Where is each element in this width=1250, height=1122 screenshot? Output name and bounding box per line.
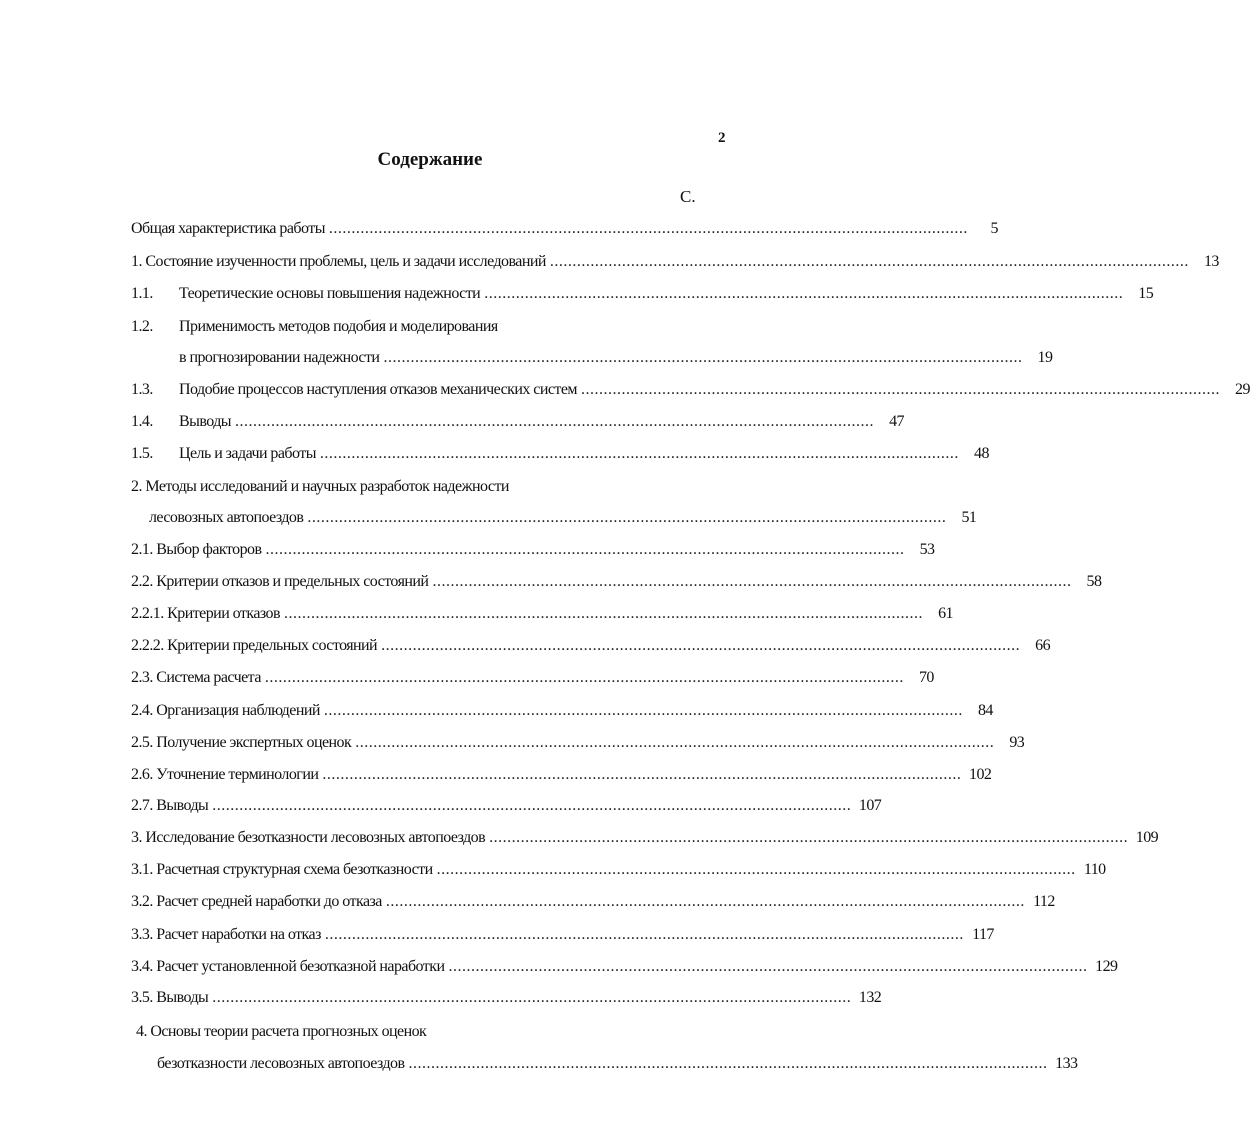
toc-entry	[131, 285, 1154, 307]
toc-entry-page: 70	[918, 669, 934, 686]
toc-entry	[131, 989, 882, 1011]
toc-entry-text: 2.3. Система расчета	[131, 669, 261, 686]
toc-leader: ..............................................................................................................................................	[355, 734, 995, 751]
toc-entry-text: 2.2.1. Критерии отказов	[131, 605, 280, 622]
toc-entry-text: 3.5. Выводы	[131, 989, 209, 1006]
toc-leader: ..............................................................................................................................................	[264, 669, 904, 686]
toc-entry	[131, 253, 1219, 275]
page-title: Содержание	[377, 149, 483, 170]
toc-entry-page: 102	[969, 766, 992, 783]
toc-entry	[131, 861, 1106, 883]
toc-leader: ..............................................................................................................................................	[212, 797, 852, 814]
toc-entry-text: Общая характеристика работы	[131, 220, 325, 237]
toc-entry-text: 2.2.2. Критерии предельных состояний	[131, 637, 378, 654]
toc-entry	[131, 893, 1055, 915]
toc-entry-text: Цель и задачи работы	[179, 445, 316, 462]
toc-entry	[131, 220, 998, 242]
toc-leader: ..............................................................................................................................................	[265, 541, 905, 558]
toc-entry	[131, 797, 882, 819]
toc-leader: ..............................................................................................................................................	[448, 958, 1088, 975]
page-number: 2	[718, 130, 726, 146]
toc-entry-page: 51	[961, 509, 977, 526]
toc-entry-text: 3.1. Расчетная структурная схема безотказности	[131, 861, 433, 878]
toc-entry-page: 133	[1055, 1055, 1078, 1072]
toc-leader: ..............................................................................................................................................	[212, 989, 852, 1006]
toc-entry-page: 109	[1135, 829, 1159, 846]
toc-entry-page: 19	[1037, 349, 1053, 366]
toc-leader: ..............................................................................................................................................	[436, 861, 1076, 878]
toc-entry	[131, 573, 1102, 595]
toc-leader: ..............................................................................................................................................	[381, 637, 1021, 654]
toc-entry-text: 1. Состояние изученности проблемы, цель и задачи исследований	[131, 253, 546, 270]
toc-entry	[179, 349, 1053, 371]
toc-entry-text: 3.4. Расчет установленной безотказной наработки	[131, 958, 445, 975]
toc-leader: ..............................................................................................................................................	[328, 220, 968, 237]
toc-entry-text: 2.1. Выбор факторов	[131, 541, 262, 558]
toc-entry-page: 112	[1033, 893, 1055, 910]
toc-entry-page: 29	[1235, 381, 1250, 398]
toc-entry-page: 47	[889, 413, 904, 430]
toc-entry-text: 2.4. Организация наблюдений	[131, 702, 320, 719]
toc-entry-page: 5	[990, 220, 998, 237]
toc-entry-number: 1.4.	[131, 413, 153, 430]
toc-leader: ..............................................................................................................................................	[319, 445, 959, 462]
toc-entry-text: 3.2. Расчет средней наработки до отказа	[131, 893, 382, 910]
toc-entry-page: 110	[1083, 861, 1106, 878]
toc-leader: ..............................................................................................................................................	[284, 605, 923, 622]
toc-entry	[131, 926, 994, 948]
toc-entry-text: Теоретические основы повышения надежности	[179, 285, 481, 302]
toc-entry-page: 53	[919, 541, 935, 558]
toc-leader: ..............................................................................................................................................	[432, 573, 1072, 590]
toc-entry-text: 2.5. Получение экспертных оценок	[131, 734, 352, 751]
toc-entry-text: 3.3. Расчет наработки на отказ	[131, 926, 321, 943]
toc-entry	[131, 381, 1250, 403]
toc-entry	[131, 669, 934, 691]
toc-entry-page: 66	[1035, 637, 1051, 654]
toc-entry	[149, 509, 977, 531]
toc-entry-page: 107	[858, 797, 882, 814]
toc-entry	[131, 318, 498, 336]
toc-entry-text: Подобие процессов наступления отказов механических систем	[179, 381, 577, 398]
toc-entry-page: 129	[1095, 958, 1118, 975]
toc-leader: ..............................................................................................................................................	[484, 285, 1124, 302]
toc-entry	[131, 478, 509, 496]
toc-entry	[136, 1023, 426, 1041]
toc-leader: ..............................................................................................................................................	[324, 926, 964, 943]
toc-entry	[131, 605, 953, 627]
toc-entry-page: 58	[1086, 573, 1102, 590]
toc-entry	[131, 766, 992, 788]
toc-entry-text: 2.6. Уточнение терминологии	[131, 766, 319, 783]
toc-entry-text: в прогнозировании надежности	[179, 349, 380, 366]
toc-entry-text: 2. Методы исследований и научных разработок надежности	[131, 478, 509, 495]
toc-leader: ..............................................................................................................................................	[322, 766, 962, 783]
toc-entry-page: 13	[1203, 253, 1219, 270]
toc-entry-page: 61	[938, 605, 953, 622]
toc-entry-page: 117	[972, 926, 994, 943]
toc-entry	[131, 413, 904, 435]
toc-leader: ..............................................................................................................................................	[307, 509, 947, 526]
toc-entry-number: 1.1.	[131, 285, 153, 302]
toc-leader: ..............................................................................................................................................	[383, 349, 1023, 366]
toc-entry-number: 1.5.	[131, 445, 153, 462]
toc-leader: ..............................................................................................................................................	[408, 1055, 1048, 1072]
toc-entry	[131, 637, 1051, 659]
toc-leader: ..............................................................................................................................................	[549, 253, 1189, 270]
toc-leader: ..............................................................................................................................................	[580, 381, 1220, 398]
page-column-label: С.	[680, 187, 696, 206]
toc-entry-text: Выводы	[179, 413, 231, 430]
toc-entry	[131, 541, 935, 563]
toc-entry-number: 1.3.	[131, 381, 153, 398]
toc-entry-page: 132	[858, 989, 882, 1006]
toc-entry-text: 2.2. Критерии отказов и предельных состояний	[131, 573, 429, 590]
toc-entry-text: 3. Исследование безотказности лесовозных автопоездов	[131, 829, 486, 846]
toc-entry-number: 1.2.	[131, 318, 153, 335]
toc-entry-text: 4. Основы теории расчета прогнозных оценок	[136, 1023, 427, 1040]
toc-entry-page: 84	[977, 702, 993, 719]
toc-entry-page: 48	[974, 445, 989, 462]
toc-leader: ..............................................................................................................................................	[235, 413, 874, 430]
toc-entry-text: безотказности лесовозных автопоездов	[157, 1055, 405, 1072]
toc-entry-text: 2.7. Выводы	[131, 797, 209, 814]
toc-entry-text: лесовозных автопоездов	[149, 509, 304, 526]
toc-leader: ..............................................................................................................................................	[385, 893, 1025, 910]
toc-entry	[157, 1055, 1078, 1077]
toc-entry-page: 15	[1138, 285, 1154, 302]
toc-entry-page: 93	[1009, 734, 1025, 751]
toc-leader: ..............................................................................................................................................	[489, 829, 1129, 846]
toc-entry	[131, 958, 1118, 980]
toc-entry	[131, 445, 989, 467]
toc-leader: ..............................................................................................................................................	[323, 702, 963, 719]
toc-entry	[131, 702, 993, 724]
toc-entry	[131, 829, 1159, 851]
toc-entry	[131, 734, 1025, 756]
toc-entry-text: Применимость методов подобия и моделирования	[179, 318, 498, 335]
